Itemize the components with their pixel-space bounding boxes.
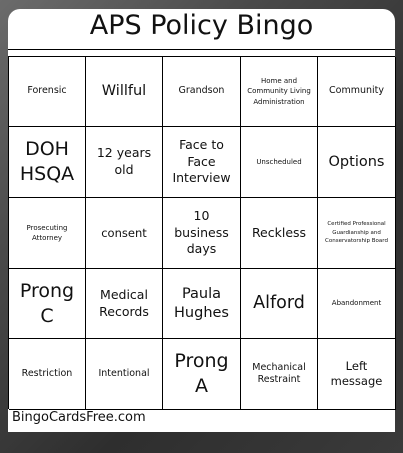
bingo-cell-label: Abandonment xyxy=(331,299,382,308)
bingo-cell-label: 12 years old xyxy=(96,145,152,177)
title-divider xyxy=(8,49,395,50)
bingo-cell[interactable] xyxy=(241,339,318,410)
bingo-cell-label: Reckless xyxy=(251,224,307,240)
bingo-cell[interactable] xyxy=(318,198,396,269)
bingo-cell[interactable] xyxy=(318,127,396,198)
bingo-cell[interactable] xyxy=(163,57,241,127)
bingo-cell[interactable] xyxy=(241,57,318,127)
bingo-cell[interactable] xyxy=(163,198,241,269)
bingo-cell[interactable] xyxy=(163,269,241,339)
bingo-cell-label: Home and Community Living Administration xyxy=(247,77,311,106)
bingo-cell-label: Community xyxy=(329,85,384,97)
bingo-cell-label: Grandson xyxy=(178,85,225,97)
bingo-cell-label: Mechanical Restraint xyxy=(252,361,306,385)
bingo-cell-label: consent xyxy=(101,225,147,240)
bingo-cell-label: Prong A xyxy=(174,350,229,397)
bingo-cell[interactable] xyxy=(241,127,318,198)
bingo-cell[interactable] xyxy=(318,339,396,410)
bingo-cell-label: Paula Hughes xyxy=(174,285,229,321)
bingo-cell-label: Unscheduled xyxy=(256,157,302,166)
bingo-cell[interactable] xyxy=(241,198,318,269)
bingo-card xyxy=(8,9,395,432)
bingo-cell-label: Options xyxy=(328,153,385,170)
bingo-cell[interactable] xyxy=(163,127,241,198)
bingo-cell[interactable] xyxy=(9,57,86,127)
card-title: APS Policy Bingo xyxy=(89,10,314,41)
bingo-cell[interactable] xyxy=(9,339,86,410)
bingo-cell[interactable] xyxy=(9,198,86,269)
bingo-cell-label: Alford xyxy=(253,293,305,314)
bingo-cell[interactable] xyxy=(318,269,396,339)
bingo-cell-label: Restriction xyxy=(21,367,73,379)
bingo-cell-label: Forensic xyxy=(27,85,67,97)
bingo-cell-label: 10 business days xyxy=(174,207,229,257)
footer-credit: BingoCardsFree.com xyxy=(12,410,146,425)
bingo-cell[interactable] xyxy=(241,269,318,339)
bingo-cell-label: Prong C xyxy=(19,279,75,327)
bingo-cell[interactable] xyxy=(86,269,163,339)
bingo-cell[interactable] xyxy=(163,339,241,410)
bingo-cell[interactable] xyxy=(86,57,163,127)
bingo-cell[interactable] xyxy=(9,127,86,198)
bingo-cell-label: Left message xyxy=(330,359,383,388)
bingo-cell-label: Certified Professional Guardianship and Conservatorship Board xyxy=(325,221,388,245)
bingo-cell[interactable] xyxy=(86,127,163,198)
bingo-cell-label: DOH HSQA xyxy=(19,138,75,185)
bingo-cell-label: Face to Face Interview xyxy=(172,136,231,186)
bingo-cell-label: Prosecuting Attorney xyxy=(26,223,68,242)
bingo-grid xyxy=(8,56,395,409)
bingo-cell[interactable] xyxy=(9,269,86,339)
bingo-cell[interactable] xyxy=(86,198,163,269)
bingo-cell[interactable] xyxy=(86,339,163,410)
bingo-cell[interactable] xyxy=(318,57,396,127)
bingo-cell-label: Willful xyxy=(101,83,147,100)
bingo-cell-label: Intentional xyxy=(98,367,150,379)
bingo-cell-label: Medical Records xyxy=(99,286,149,319)
